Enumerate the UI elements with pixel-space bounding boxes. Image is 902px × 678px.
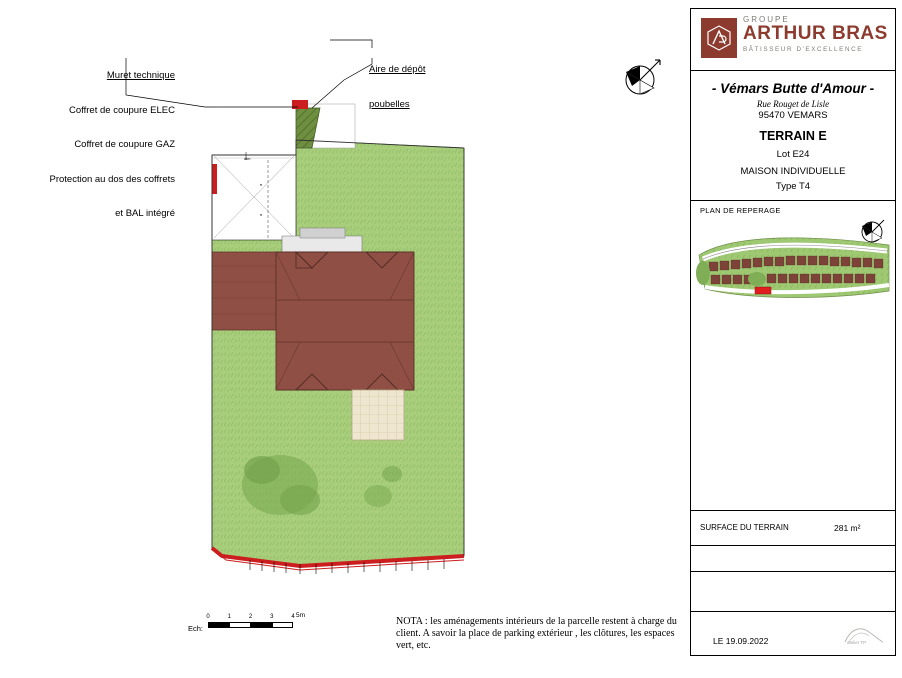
annotation-muret	[10, 47, 175, 243]
terrain-label: TERRAIN E	[759, 129, 827, 143]
drawing-date: LE 19.09.2022	[713, 636, 769, 646]
annotation-muret-line4: Protection au dos des coffrets	[49, 173, 175, 185]
scale-bar-segments	[208, 622, 293, 626]
surface-row	[691, 511, 895, 546]
scale-tick-3: 3	[270, 614, 274, 620]
project-city: 95470 VEMARS	[758, 110, 828, 121]
type-label: Type T4	[775, 181, 811, 192]
terrace	[352, 390, 404, 440]
project-street: Rue Rouget de Lisle	[756, 99, 830, 109]
annotation-muret-line1: Muret technique	[106, 70, 175, 81]
lot-label: Lot E24	[776, 149, 810, 160]
scale-tick-1: 1	[227, 614, 231, 620]
arthur-bras-monogram-icon	[701, 18, 737, 58]
date-row	[691, 612, 895, 656]
annotation-muret-line5: et BAL intégré	[115, 208, 175, 219]
svg-text:dim: dim	[244, 156, 251, 161]
logo-groupe-label: GROUPE	[743, 15, 790, 24]
annotation-muret-line2: Coffret de coupure ELEC	[69, 104, 175, 116]
housing-type-label: MAISON INDIVIDUELLE	[740, 166, 846, 177]
blank-row-2	[691, 572, 895, 612]
annotation-poubelles-line1: Aire de dépôt	[369, 64, 426, 75]
logo-row	[691, 9, 895, 71]
annotation-muret-line3: Coffret de coupure GAZ	[74, 139, 175, 150]
scale-bar	[188, 612, 313, 636]
nota-text: NOTA : les aménagements intérieurs de la parcelle restent à charge du client. A savoir la place de parking extérieur , les clôtures, les espaces vert, etc.	[396, 616, 677, 651]
scale-label: Ech:	[188, 624, 204, 633]
blank-row-1	[691, 546, 895, 572]
location-minimap	[695, 229, 893, 307]
svg-text:a: a	[258, 213, 263, 216]
location-plan-label: PLAN DE REPERAGE	[700, 206, 781, 215]
designer-stamp-text: atelier TP	[847, 640, 867, 645]
scale-ticks	[208, 614, 293, 628]
annotation-poubelles-line2: poubelles	[369, 98, 410, 110]
svg-text:a: a	[258, 183, 263, 186]
project-title-row	[691, 71, 895, 201]
designer-stamp-icon	[839, 620, 887, 650]
annotation-poubelles	[369, 41, 489, 133]
scale-unit: 5m	[296, 612, 306, 619]
scale-tick-0: 0	[206, 614, 210, 620]
project-name: - Vémars Butte d'Amour -	[711, 81, 875, 96]
driveway	[212, 155, 296, 240]
location-plan-row	[691, 201, 895, 511]
north-arrow	[626, 60, 660, 94]
surface-value: 281 m²	[834, 523, 861, 533]
scale-tick-2: 2	[248, 614, 253, 620]
logo-tagline: BÂTISSEUR D'EXCELLENCE	[743, 46, 864, 53]
logo-company-name: ARTHUR BRAS	[743, 23, 888, 44]
scale-tick-4: 4	[291, 614, 295, 620]
surface-label: SURFACE DU TERRAIN	[700, 523, 789, 532]
entry-paving	[292, 100, 355, 148]
title-block	[690, 8, 896, 656]
